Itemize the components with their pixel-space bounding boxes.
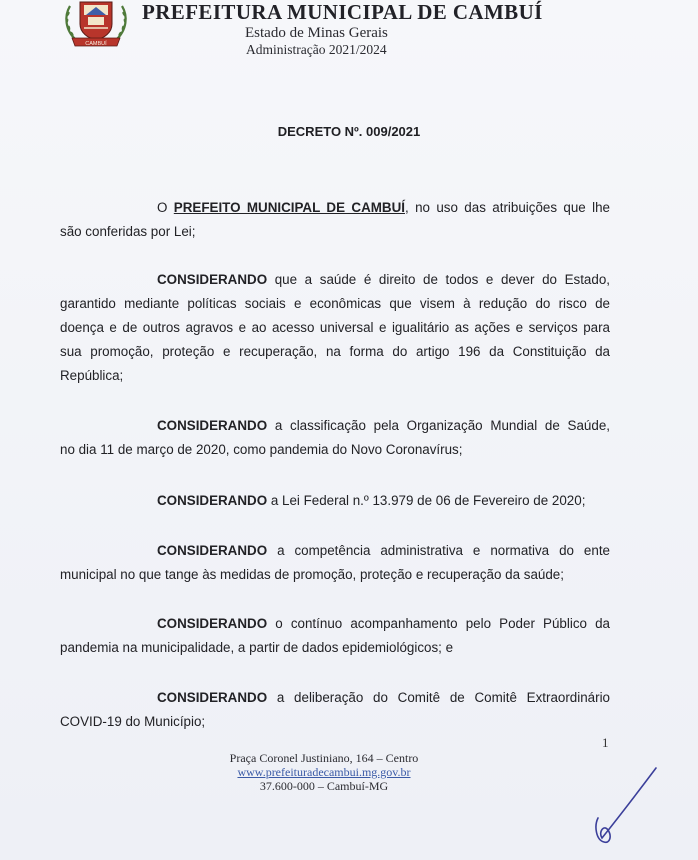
bold-phrase: CONSIDERANDO xyxy=(157,616,268,631)
paragraph-considerando-saude xyxy=(60,268,610,388)
paragraph-line: COVID-19 do Município; xyxy=(60,714,206,729)
text-run: O xyxy=(157,200,174,215)
paragraph-prefeito xyxy=(60,196,610,244)
crest-ribbon-text: CAMBUÍ xyxy=(85,41,107,47)
paragraph-line: municipal no que tange às medidas de promoção, proteção e recuperação da saúde; xyxy=(60,567,564,582)
paragraph-considerando-lei xyxy=(60,489,610,513)
text-run: a Lei Federal n.º 13.979 de 06 de Fevereiro de 2020; xyxy=(267,493,586,508)
footer-website-wrap xyxy=(0,765,648,780)
header-title: PREFEITURA MUNICIPAL DE CAMBUÍ xyxy=(142,0,543,24)
paragraph-line: são conferidas por Lei; xyxy=(60,224,196,239)
city-crest-logo xyxy=(62,0,130,50)
footer-address: Praça Coronel Justiniano, 164 – Centro xyxy=(229,751,419,765)
decree-title: DECRETO Nº. 009/2021 xyxy=(277,124,421,139)
paragraph-considerando-comite xyxy=(60,686,610,734)
bold-phrase: CONSIDERANDO xyxy=(157,272,268,287)
paragraph-line: garantido mediante políticas sociais e econômicas que visem à redução do risco de xyxy=(60,296,610,311)
paragraph-line xyxy=(60,414,610,438)
paragraph-line xyxy=(60,268,610,292)
paragraph-line xyxy=(60,686,610,710)
paragraph-line: sua promoção, proteção e recuperação, na forma do artigo 196 da Constituição da xyxy=(60,344,610,359)
text-run: o contínuo acompanhamento pelo Poder Público da xyxy=(267,616,610,631)
bold-phrase: CONSIDERANDO xyxy=(157,690,268,705)
paragraph-line xyxy=(60,539,610,563)
paragraph-line: pandemia na municipalidade, a partir de dados epidemiológicos; e xyxy=(60,640,454,655)
paragraph-considerando-oms xyxy=(60,414,610,462)
page-number: 1 xyxy=(602,735,609,750)
header-administration: Administração 2021/2024 xyxy=(246,42,387,57)
paragraph-considerando-competencia xyxy=(60,539,610,587)
text-run: a deliberação do Comitê de Comitê Extraordinário xyxy=(267,690,610,705)
bold-phrase: PREFEITO MUNICIPAL DE CAMBUÍ xyxy=(173,200,405,215)
paragraph-considerando-acompanhamento xyxy=(60,612,610,660)
paragraph-line xyxy=(60,196,610,220)
header-state: Estado de Minas Gerais xyxy=(245,25,388,41)
text-run: , no uso das atribuições que lhe xyxy=(404,200,610,215)
bold-phrase: CONSIDERANDO xyxy=(157,493,268,508)
signature-mark xyxy=(588,760,668,850)
bold-phrase: CONSIDERANDO xyxy=(157,543,268,558)
paragraph-line xyxy=(60,612,610,636)
text-run: a classificação pela Organização Mundial de Saúde, xyxy=(267,418,610,433)
footer-cep: 37.600-000 – Cambuí-MG xyxy=(259,779,389,793)
paragraph-line: doença e de outros agravos e ao acesso universal e igualitário as ações e serviços para xyxy=(60,320,610,335)
footer-website-link[interactable]: www.prefeituradecambui.mg.gov.br xyxy=(237,765,411,779)
paragraph-line: República; xyxy=(60,368,124,383)
bold-phrase: CONSIDERANDO xyxy=(157,418,268,433)
paragraph-line xyxy=(60,489,610,513)
text-run: que a saúde é direito de todos e dever do Estado, xyxy=(267,272,610,287)
paragraph-line: no dia 11 de março de 2020, como pandemia do Novo Coronavírus; xyxy=(60,442,463,457)
text-run: a competência administrativa e normativa do ente xyxy=(267,543,610,558)
